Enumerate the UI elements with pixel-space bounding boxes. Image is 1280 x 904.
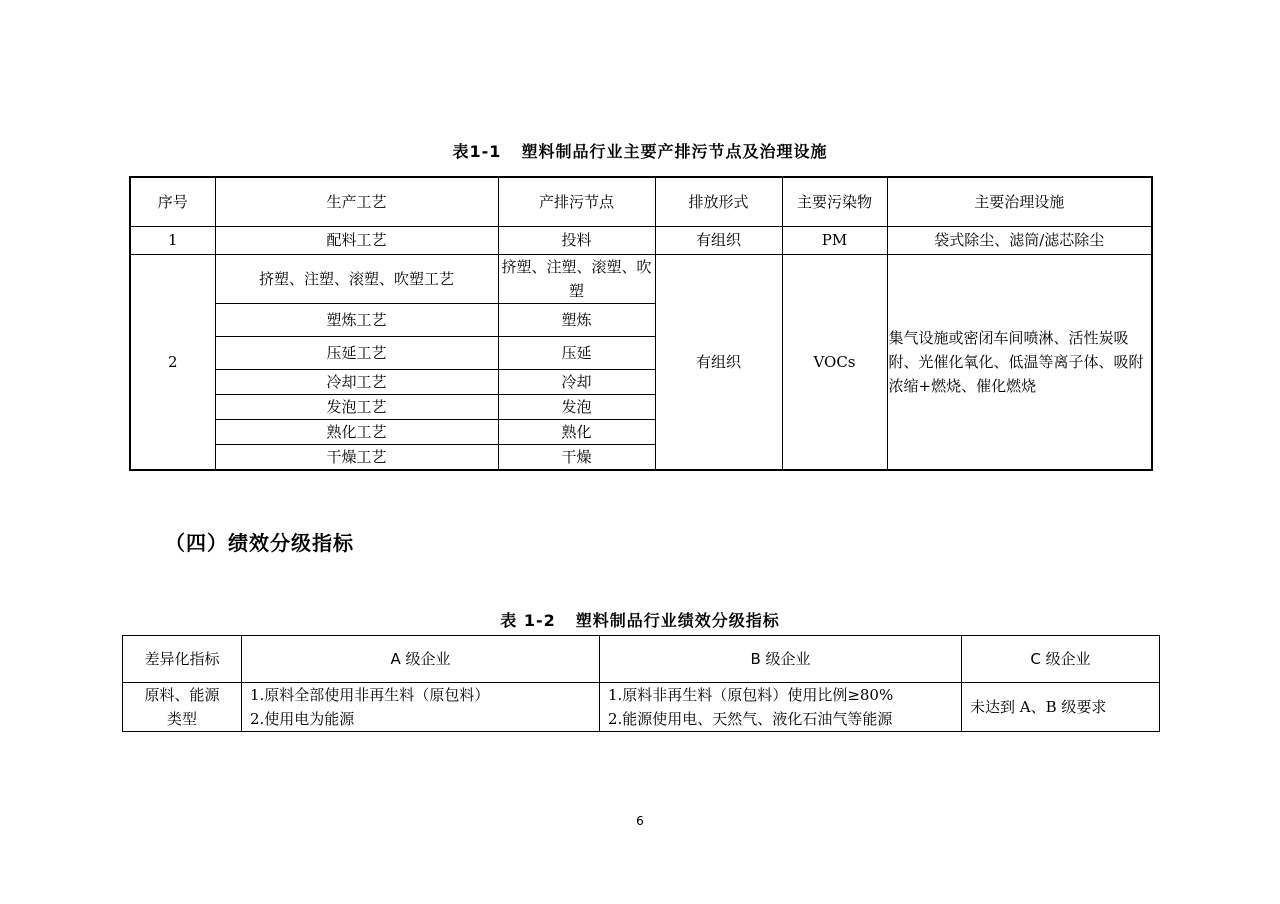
cell-node: 挤塑、注塑、滚塑、吹塑: [498, 254, 655, 303]
pollution-table: [129, 176, 1153, 471]
table2-number: 表 1-2: [500, 611, 556, 630]
table-header-row: [123, 636, 1160, 683]
header-pollutant: 主要污染物: [782, 177, 887, 226]
cell-process: 干燥工艺: [215, 444, 498, 470]
header-seq: 序号: [130, 177, 215, 226]
table2-title: 塑料制品行业绩效分级指标: [575, 611, 780, 630]
cell-node: 干燥: [498, 444, 655, 470]
indicator-line: 原料、能源: [144, 686, 220, 704]
indicator-line: 类型: [166, 710, 197, 728]
table1-title: 塑料制品行业主要产排污节点及治理设施: [521, 142, 828, 161]
table-row: [123, 683, 1160, 732]
cell-form: 有组织: [655, 254, 782, 470]
cell-form: 有组织: [655, 226, 782, 254]
header-facility: 主要治理设施: [887, 177, 1152, 226]
table1-caption: [0, 139, 1280, 162]
grade-b-line: 2.能源使用电、天然气、液化石油气等能源: [608, 710, 893, 728]
cell-process: 挤塑、注塑、滚塑、吹塑工艺: [215, 254, 498, 303]
cell-process: 压延工艺: [215, 336, 498, 369]
header-process: 生产工艺: [215, 177, 498, 226]
header-form: 排放形式: [655, 177, 782, 226]
cell-grade-b: [600, 683, 962, 732]
cell-grade-a: [242, 683, 600, 732]
cell-node: 冷却: [498, 369, 655, 394]
cell-grade-c: 未达到 A、B 级要求: [962, 683, 1160, 732]
grade-b-line: 1.原料非再生料（原包料）使用比例≥80%: [608, 686, 894, 704]
cell-seq: 2: [130, 254, 215, 470]
cell-facility: 袋式除尘、滤筒/滤芯除尘: [887, 226, 1152, 254]
page-number: 6: [636, 814, 644, 828]
cell-process: 发泡工艺: [215, 394, 498, 419]
header-grade-c: C 级企业: [962, 636, 1160, 683]
cell-node: 投料: [498, 226, 655, 254]
cell-node: 发泡: [498, 394, 655, 419]
header-grade-b: B 级企业: [600, 636, 962, 683]
cell-node: 压延: [498, 336, 655, 369]
cell-facility: 集气设施或密闭车间喷淋、活性炭吸附、光催化氧化、低温等离子体、吸附浓缩+燃烧、催化燃烧: [887, 254, 1152, 470]
header-grade-a: A 级企业: [242, 636, 600, 683]
cell-pollutant: PM: [782, 226, 887, 254]
table-row: [130, 226, 1152, 254]
cell-pollutant: VOCs: [782, 254, 887, 470]
table-row: [130, 254, 1152, 303]
cell-node: 熟化: [498, 419, 655, 444]
cell-node: 塑炼: [498, 303, 655, 336]
grade-a-line: 2.使用电为能源: [250, 710, 355, 728]
cell-process: 冷却工艺: [215, 369, 498, 394]
section-heading: （四）绩效分级指标: [165, 531, 354, 555]
cell-process: 熟化工艺: [215, 419, 498, 444]
grade-a-line: 1.原料全部使用非再生料（原包料）: [250, 686, 490, 704]
cell-indicator: [123, 683, 242, 732]
header-indicator: 差异化指标: [123, 636, 242, 683]
cell-process: 塑炼工艺: [215, 303, 498, 336]
cell-seq: 1: [130, 226, 215, 254]
grading-table: [122, 635, 1160, 732]
header-node: 产排污节点: [498, 177, 655, 226]
table2-caption: [0, 608, 1280, 631]
table1-number: 表1-1: [452, 142, 502, 161]
cell-process: 配料工艺: [215, 226, 498, 254]
table-header-row: [130, 177, 1152, 226]
